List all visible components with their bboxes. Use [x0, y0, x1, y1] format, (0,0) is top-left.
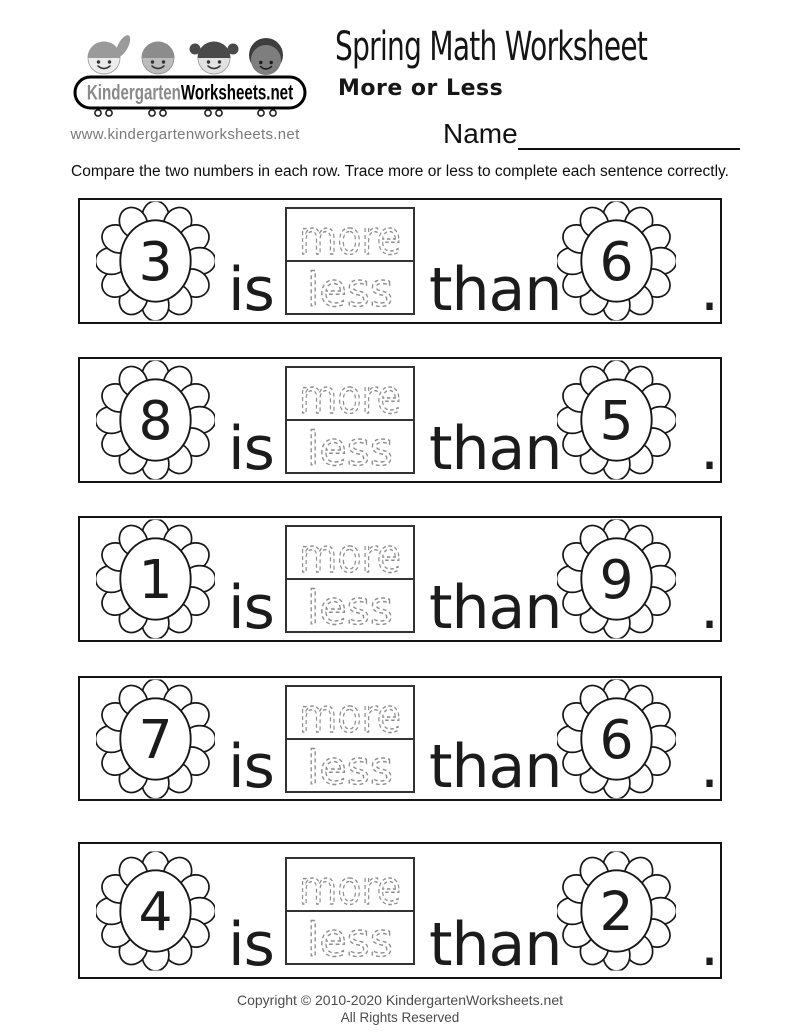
worksheet-row-5: [78, 842, 722, 979]
word-is: is: [228, 573, 274, 643]
period: .: [700, 414, 720, 484]
trace-less-text: less: [307, 263, 393, 313]
more-less-trace-box: [285, 685, 415, 793]
left-number: 7: [138, 707, 173, 771]
more-less-trace-box: [285, 525, 415, 633]
worksheet-row-3: [78, 516, 722, 642]
flower-icon: [96, 361, 215, 480]
more-less-trace-box: [285, 857, 415, 965]
flower-icon: [96, 202, 215, 321]
flower-icon: [96, 851, 215, 970]
right-number: 5: [599, 388, 634, 452]
logo-brand-text: [87, 80, 293, 104]
period: .: [700, 255, 720, 325]
right-number: 6: [599, 707, 634, 771]
copyright-text: Copyright © 2010-2020 KindergartenWorksheets.net: [236, 992, 564, 1008]
trace-more-cell: [287, 209, 413, 262]
worksheet-row-1: [78, 198, 722, 324]
trace-more-text: more: [299, 860, 401, 910]
kid-boy-dark-icon: [249, 38, 283, 75]
trace-less-cell: [287, 421, 413, 472]
more-less-trace-box: [285, 366, 415, 474]
left-number: 8: [138, 388, 173, 452]
trace-more-cell: [287, 527, 413, 580]
trace-more-cell: [287, 687, 413, 740]
more-less-trace-box: [285, 207, 415, 315]
page-title: Spring Math Worksheet: [335, 24, 648, 70]
right-number: 6: [599, 229, 634, 293]
logo-brand-gray: Kindergarten: [86, 79, 181, 105]
flower-icon: [557, 361, 676, 480]
flower-icon: [96, 679, 215, 798]
name-label: Name: [443, 118, 518, 149]
trace-less-text: less: [307, 581, 393, 631]
word-than: than: [429, 573, 562, 643]
trace-more-text: more: [299, 211, 401, 260]
trace-more-cell: [287, 859, 413, 912]
kid-girl-pigtails-icon: [190, 42, 239, 75]
logo-brand-black: Worksheets.net: [180, 79, 294, 105]
period: .: [700, 910, 720, 980]
word-than: than: [429, 414, 562, 484]
trace-less-cell: [287, 262, 413, 313]
trace-more-text: more: [299, 529, 401, 578]
word-than: than: [429, 732, 562, 802]
rights-text: All Rights Reserved: [340, 1010, 460, 1025]
worksheet-row-2: [78, 357, 722, 483]
left-number: 3: [138, 229, 173, 293]
trace-less-text: less: [307, 740, 393, 791]
period: .: [700, 732, 720, 802]
flower-icon: [557, 520, 676, 639]
trace-less-text: less: [307, 422, 393, 472]
trace-more-text: more: [299, 370, 401, 419]
name-field: [443, 118, 740, 150]
flower-icon: [557, 851, 676, 970]
right-number: 9: [599, 547, 634, 611]
trace-less-text: less: [307, 912, 393, 963]
left-number: 4: [138, 879, 173, 943]
trace-less-cell: [287, 912, 413, 963]
period: .: [700, 573, 720, 643]
left-number: 1: [138, 547, 173, 611]
kid-girl-ponytail-icon: [88, 33, 134, 74]
trace-less-cell: [287, 740, 413, 791]
word-than: than: [429, 255, 562, 325]
word-is: is: [228, 414, 274, 484]
kids-logo-icon: [55, 25, 315, 125]
word-is: is: [228, 255, 274, 325]
logo-url: www.kindergartenworksheets.net: [70, 126, 300, 143]
flower-icon: [557, 679, 676, 798]
page-subtitle: More or Less: [338, 76, 504, 101]
trace-more-text: more: [299, 688, 401, 738]
name-blank-line: [518, 120, 740, 150]
word-than: than: [429, 910, 562, 980]
word-is: is: [228, 732, 274, 802]
word-is: is: [228, 910, 274, 980]
flower-icon: [96, 520, 215, 639]
right-number: 2: [599, 879, 634, 943]
logo-feet-icon: [95, 110, 276, 116]
flower-icon: [557, 202, 676, 321]
trace-less-cell: [287, 580, 413, 631]
worksheet-row-4: [78, 676, 722, 801]
kid-boy-gray-icon: [142, 42, 175, 75]
instructions-text: Compare the two numbers in each row. Trace more or less to complete each sentence correctly.: [71, 163, 729, 180]
trace-more-cell: [287, 368, 413, 421]
